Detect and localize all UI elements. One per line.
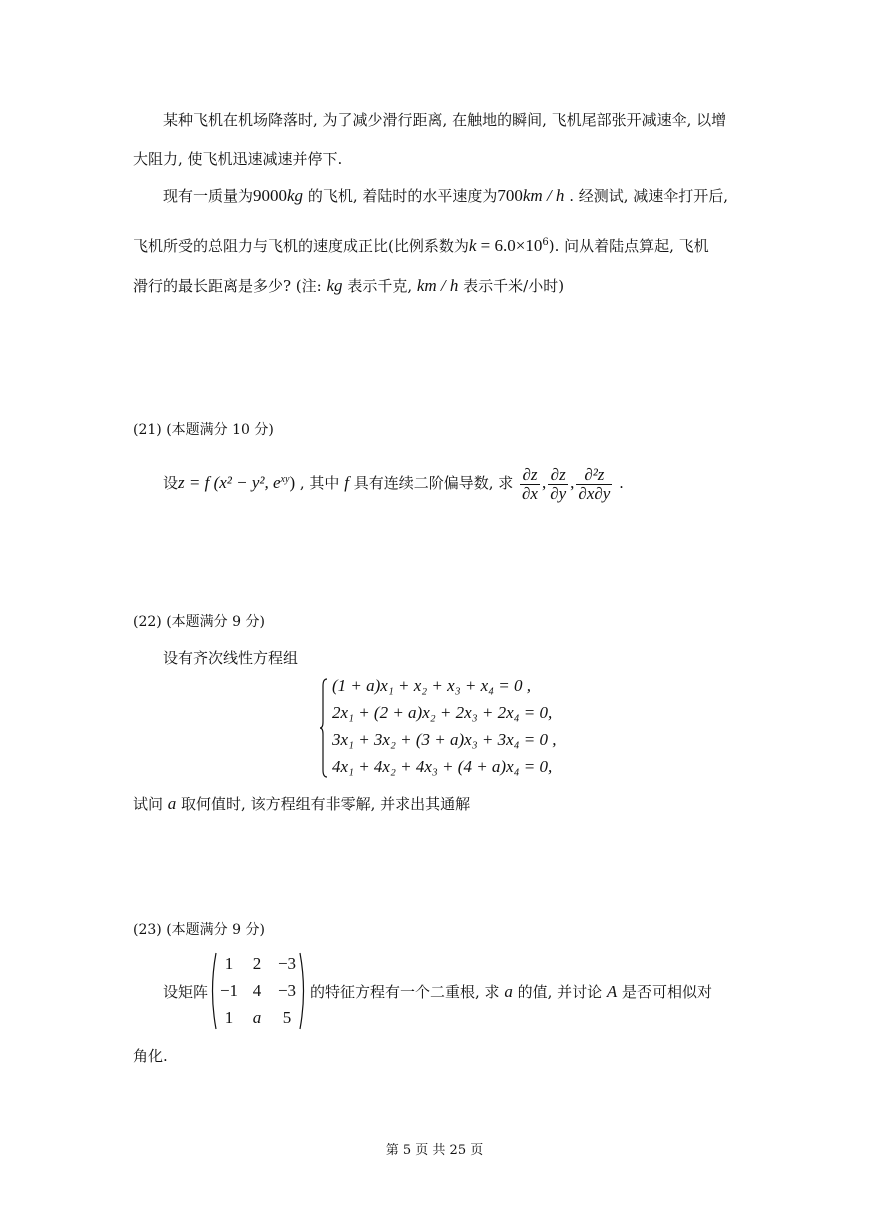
q23-var-A: A [606, 982, 618, 1001]
q23-body [310, 982, 712, 1002]
intro-line-5 [133, 276, 564, 296]
matrix-cell: 2 [252, 954, 262, 973]
matrix-cell: 5 [282, 1008, 292, 1027]
intro-text: . 经测试, 减速伞打开后, [564, 187, 729, 205]
q23-header: (23) (本题满分 9 分) [133, 922, 265, 938]
matrix-cell: −3 [277, 954, 297, 973]
q22-var-a: a [167, 794, 177, 813]
matrix-A [208, 952, 308, 1030]
k-value: = 6.0×10 [476, 236, 543, 255]
q22-header: (22) (本题满分 9 分) [133, 614, 265, 630]
q23-var-a: a [504, 982, 513, 1001]
intro-text: 飞机所受的总阻力与飞机的速度成正比(比例系数为 [133, 237, 469, 255]
intro-text: ). 问从着陆点算起, 飞机 [548, 237, 709, 255]
q21-formula-end: ) [289, 473, 296, 492]
matrix-cell: 4 [252, 981, 262, 1000]
q21-f: f [344, 473, 349, 492]
speed-unit: km / h [522, 186, 565, 205]
k-exponent: 6 [542, 237, 549, 248]
q23-text: 的值, 并讨论 [512, 983, 607, 1001]
equation-1: (1 + a)x₁ + x₂ + x₃ + x₄ = 0 , [332, 676, 532, 695]
q21-text: 具有连续二阶偏导数, 求 [348, 474, 514, 492]
unit-kg: kg [326, 276, 343, 295]
page-footer: 第 5 页 共 25 页 [385, 1143, 484, 1158]
matrix-cell: −1 [219, 981, 239, 1000]
q21-text: , 其中 [295, 474, 345, 492]
intro-text: 现有一质量为 [163, 187, 254, 205]
q21-formula-exp: xy [280, 474, 290, 485]
q23-line-2: 角化. [133, 1047, 168, 1065]
matrix-cell: −3 [277, 981, 297, 1000]
derivative-d2z-dxdy: $\frac{\text{∂²z}}{\partial x\partial y}$ [578, 464, 611, 503]
q21-body: 设z = f (x² − y², $e^{xy}$) , 其中 f 具有连续二阶偏导数, 求 $\frac{\partial z}{\partial x}$ , $\frac{\partial z}{\partial y}$ , $\frac{\text{∂²z}}{\partial x\partial y}$ . [163, 464, 624, 503]
derivative-dz-dy: $\frac{\partial z}{\partial y}$ [550, 464, 567, 503]
q21-end: . [614, 474, 624, 492]
q23-text: 的特征方程有一个二重根, 求 [310, 983, 505, 1001]
q22-intro: 设有齐次线性方程组 [163, 649, 299, 667]
q23-text-a: 设矩阵 [163, 983, 209, 1001]
q23-text: 是否可相似对 [617, 983, 713, 1001]
matrix-cell: 1 [224, 954, 234, 973]
mass-value: 9000 [253, 186, 288, 205]
q22-question [133, 794, 470, 814]
intro-text: 表示千米/小时) [458, 277, 565, 295]
k-symbol: k [468, 236, 477, 255]
intro-line-4 [133, 233, 709, 256]
q21-formula: z = f (x² − y², e [178, 473, 281, 492]
intro-line-3 [163, 186, 728, 206]
equation-3: 3x₁ + 3x₂ + (3 + a)x₃ + 3x₄ = 0 , [332, 730, 557, 749]
intro-line-2: 大阻力, 使飞机迅速减速并停下. [133, 150, 343, 168]
matrix-cell: 1 [224, 1008, 234, 1027]
derivative-dz-dx: $\frac{\partial z}{\partial x}$ [522, 464, 538, 503]
matrix-cell: a [252, 1008, 262, 1027]
intro-text: 表示千克, [342, 277, 417, 295]
q21-text: 设 [163, 474, 179, 492]
speed-value: 700 [497, 186, 523, 205]
unit-kmh: km / h [416, 276, 459, 295]
intro-text: 滑行的最长距离是多少? (注: [133, 277, 327, 295]
equation-4: 4x₁ + 4x₂ + 4x₃ + (4 + a)x₄ = 0, [332, 757, 553, 776]
q21-header: (21) (本题满分 10 分) [133, 422, 274, 438]
equation-2: 2x₁ + (2 + a)x₂ + 2x₃ + 2x₄ = 0, [332, 703, 553, 722]
q22-text: 取何值时, 该方程组有非零解, 并求出其通解 [176, 795, 471, 813]
brace-icon [320, 678, 328, 778]
intro-text: 的飞机, 着陆时的水平速度为 [303, 187, 498, 205]
q22-text: 试问 [133, 795, 168, 813]
intro-line-1: 某种飞机在机场降落时, 为了减少滑行距离, 在触地的瞬间, 飞机尾部张开减速伞, 以增 [163, 111, 727, 129]
mass-unit: kg [287, 186, 304, 205]
